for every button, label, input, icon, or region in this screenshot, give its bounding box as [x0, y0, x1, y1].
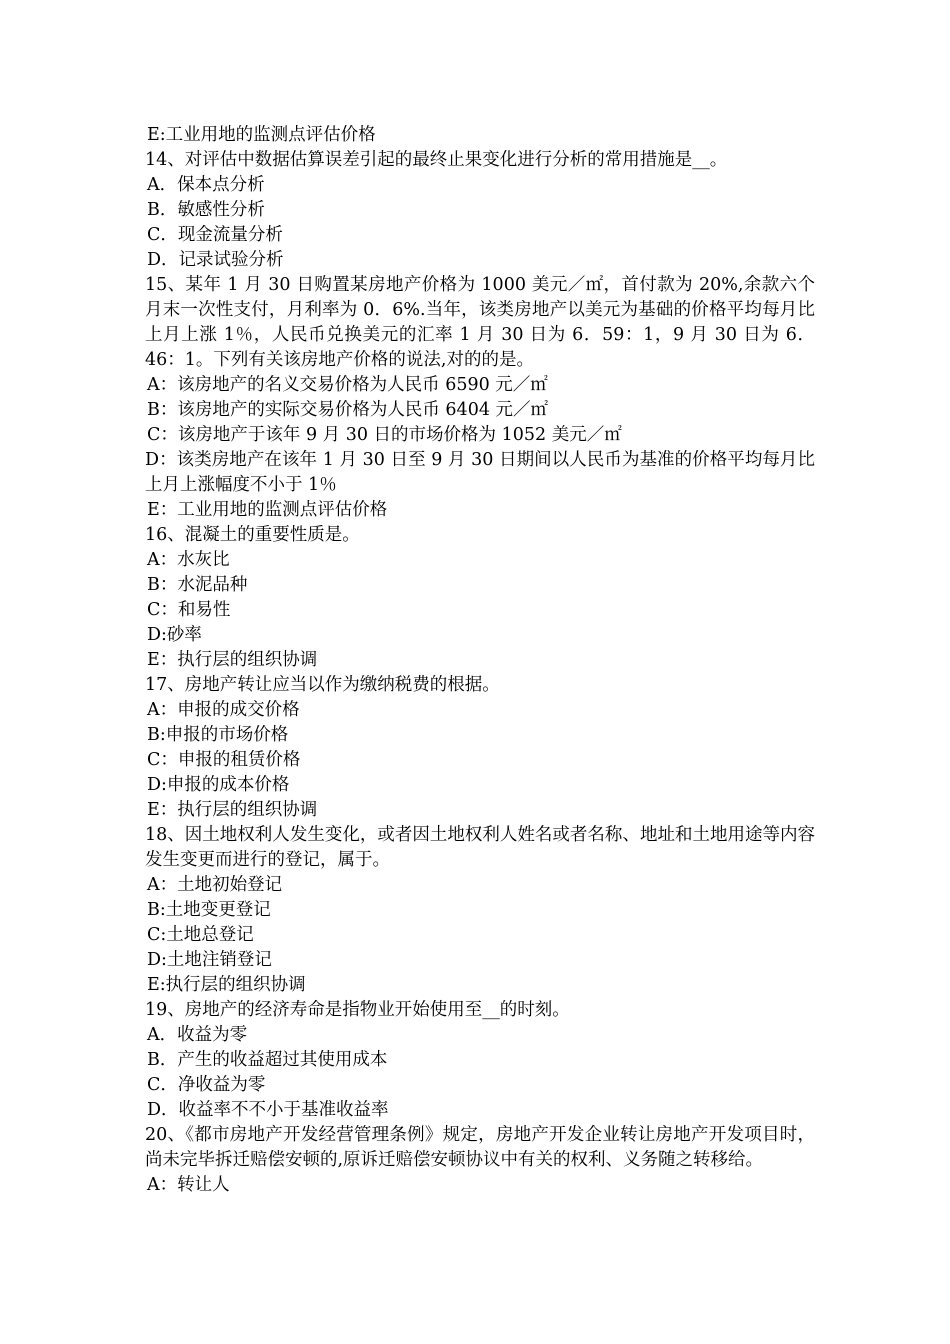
question-text: D：该类房地产在该年 1 月 30 日至 9 月 30 日期间以人民币为基准的价格平均每月比上月上涨幅度不小于 1％ [145, 450, 815, 495]
option-text: B：水泥品种 [147, 575, 248, 595]
option-text: C:土地总登记 [147, 925, 254, 945]
option-text: C：申报的租赁价格 [147, 750, 301, 770]
option-text: C：和易性 [147, 600, 231, 620]
option-text: B．敏感性分析 [147, 200, 265, 220]
question-text: 18、因土地权利人发生变化，或者因土地权利人姓名或者名称、地址和土地用途等内容发生变更而进行的登记，属于。 [145, 825, 815, 870]
option-text: E:执行层的组织协调 [147, 975, 306, 995]
option-text: E:工业用地的监测点评估价格 [147, 125, 376, 145]
option-text: D:土地注销登记 [147, 950, 272, 970]
option-text: A：转让人 [147, 1175, 230, 1195]
option-text: E：工业用地的监测点评估价格 [147, 500, 388, 520]
option-text: B:申报的市场价格 [147, 725, 289, 745]
option-text: A．保本点分析 [147, 175, 265, 195]
option-text: D．收益率不不小于基准收益率 [147, 1100, 389, 1120]
option-text: B:土地变更登记 [147, 900, 271, 920]
option-text: D:申报的成本价格 [147, 775, 290, 795]
question-text: 14、对评估中数据估算误差引起的最终止果变化进行分析的常用措施是__。 [145, 150, 728, 170]
document-body [145, 123, 815, 1198]
option-text: C．现金流量分析 [147, 225, 283, 245]
option-text: B．产生的收益超过其使用成本 [147, 1050, 388, 1070]
option-text: A：申报的成交价格 [147, 700, 300, 720]
question-text: 16、混凝土的重要性质是。 [145, 525, 360, 545]
question-text: 20、《都市房地产开发经营管理条例》规定，房地产开发企业转让房地产开发项目时，尚未完毕拆迁赔偿安顿的,原诉迁赔偿安顿协议中有关的权利、义务随之转移给。 [145, 1125, 815, 1170]
option-text: B：该房地产的实际交易价格为人民币 6404 元／㎡ [147, 400, 549, 420]
question-text: 19、房地产的经济寿命是指物业开始使用至__的时刻。 [145, 1000, 570, 1020]
option-text: C：该房地产于该年 9 月 30 日的市场价格为 1052 美元／㎡ [147, 425, 622, 445]
option-text: A：土地初始登记 [147, 875, 283, 895]
question-text: 17、房地产转让应当以作为缴纳税费的根据。 [145, 675, 500, 695]
option-text: E：执行层的组织协调 [147, 650, 318, 670]
option-text: D．记录试验分析 [147, 250, 284, 270]
option-text: D:砂率 [147, 625, 202, 645]
option-text: A．收益为零 [147, 1025, 248, 1045]
option-text: A：该房地产的名义交易价格为人民币 6590 元／㎡ [147, 375, 548, 395]
option-text: E：执行层的组织协调 [147, 800, 318, 820]
option-text: A：水灰比 [147, 550, 230, 570]
option-text: C．净收益为零 [147, 1075, 266, 1095]
question-text: 15、某年 1 月 30 日购置某房地产价格为 1000 美元／㎡，首付款为 20%,余款六个月末一次性支付，月利率为 0．6%.当年，该类房地产以美元为基础的价格平均每月比上月上涨 1％，人民币兑换美元的汇率 1 月 30 日为 6．59：1，9 月 30 日为 6．46：1。下列有关该房地产价格的说法,对的的是。 [145, 275, 815, 370]
